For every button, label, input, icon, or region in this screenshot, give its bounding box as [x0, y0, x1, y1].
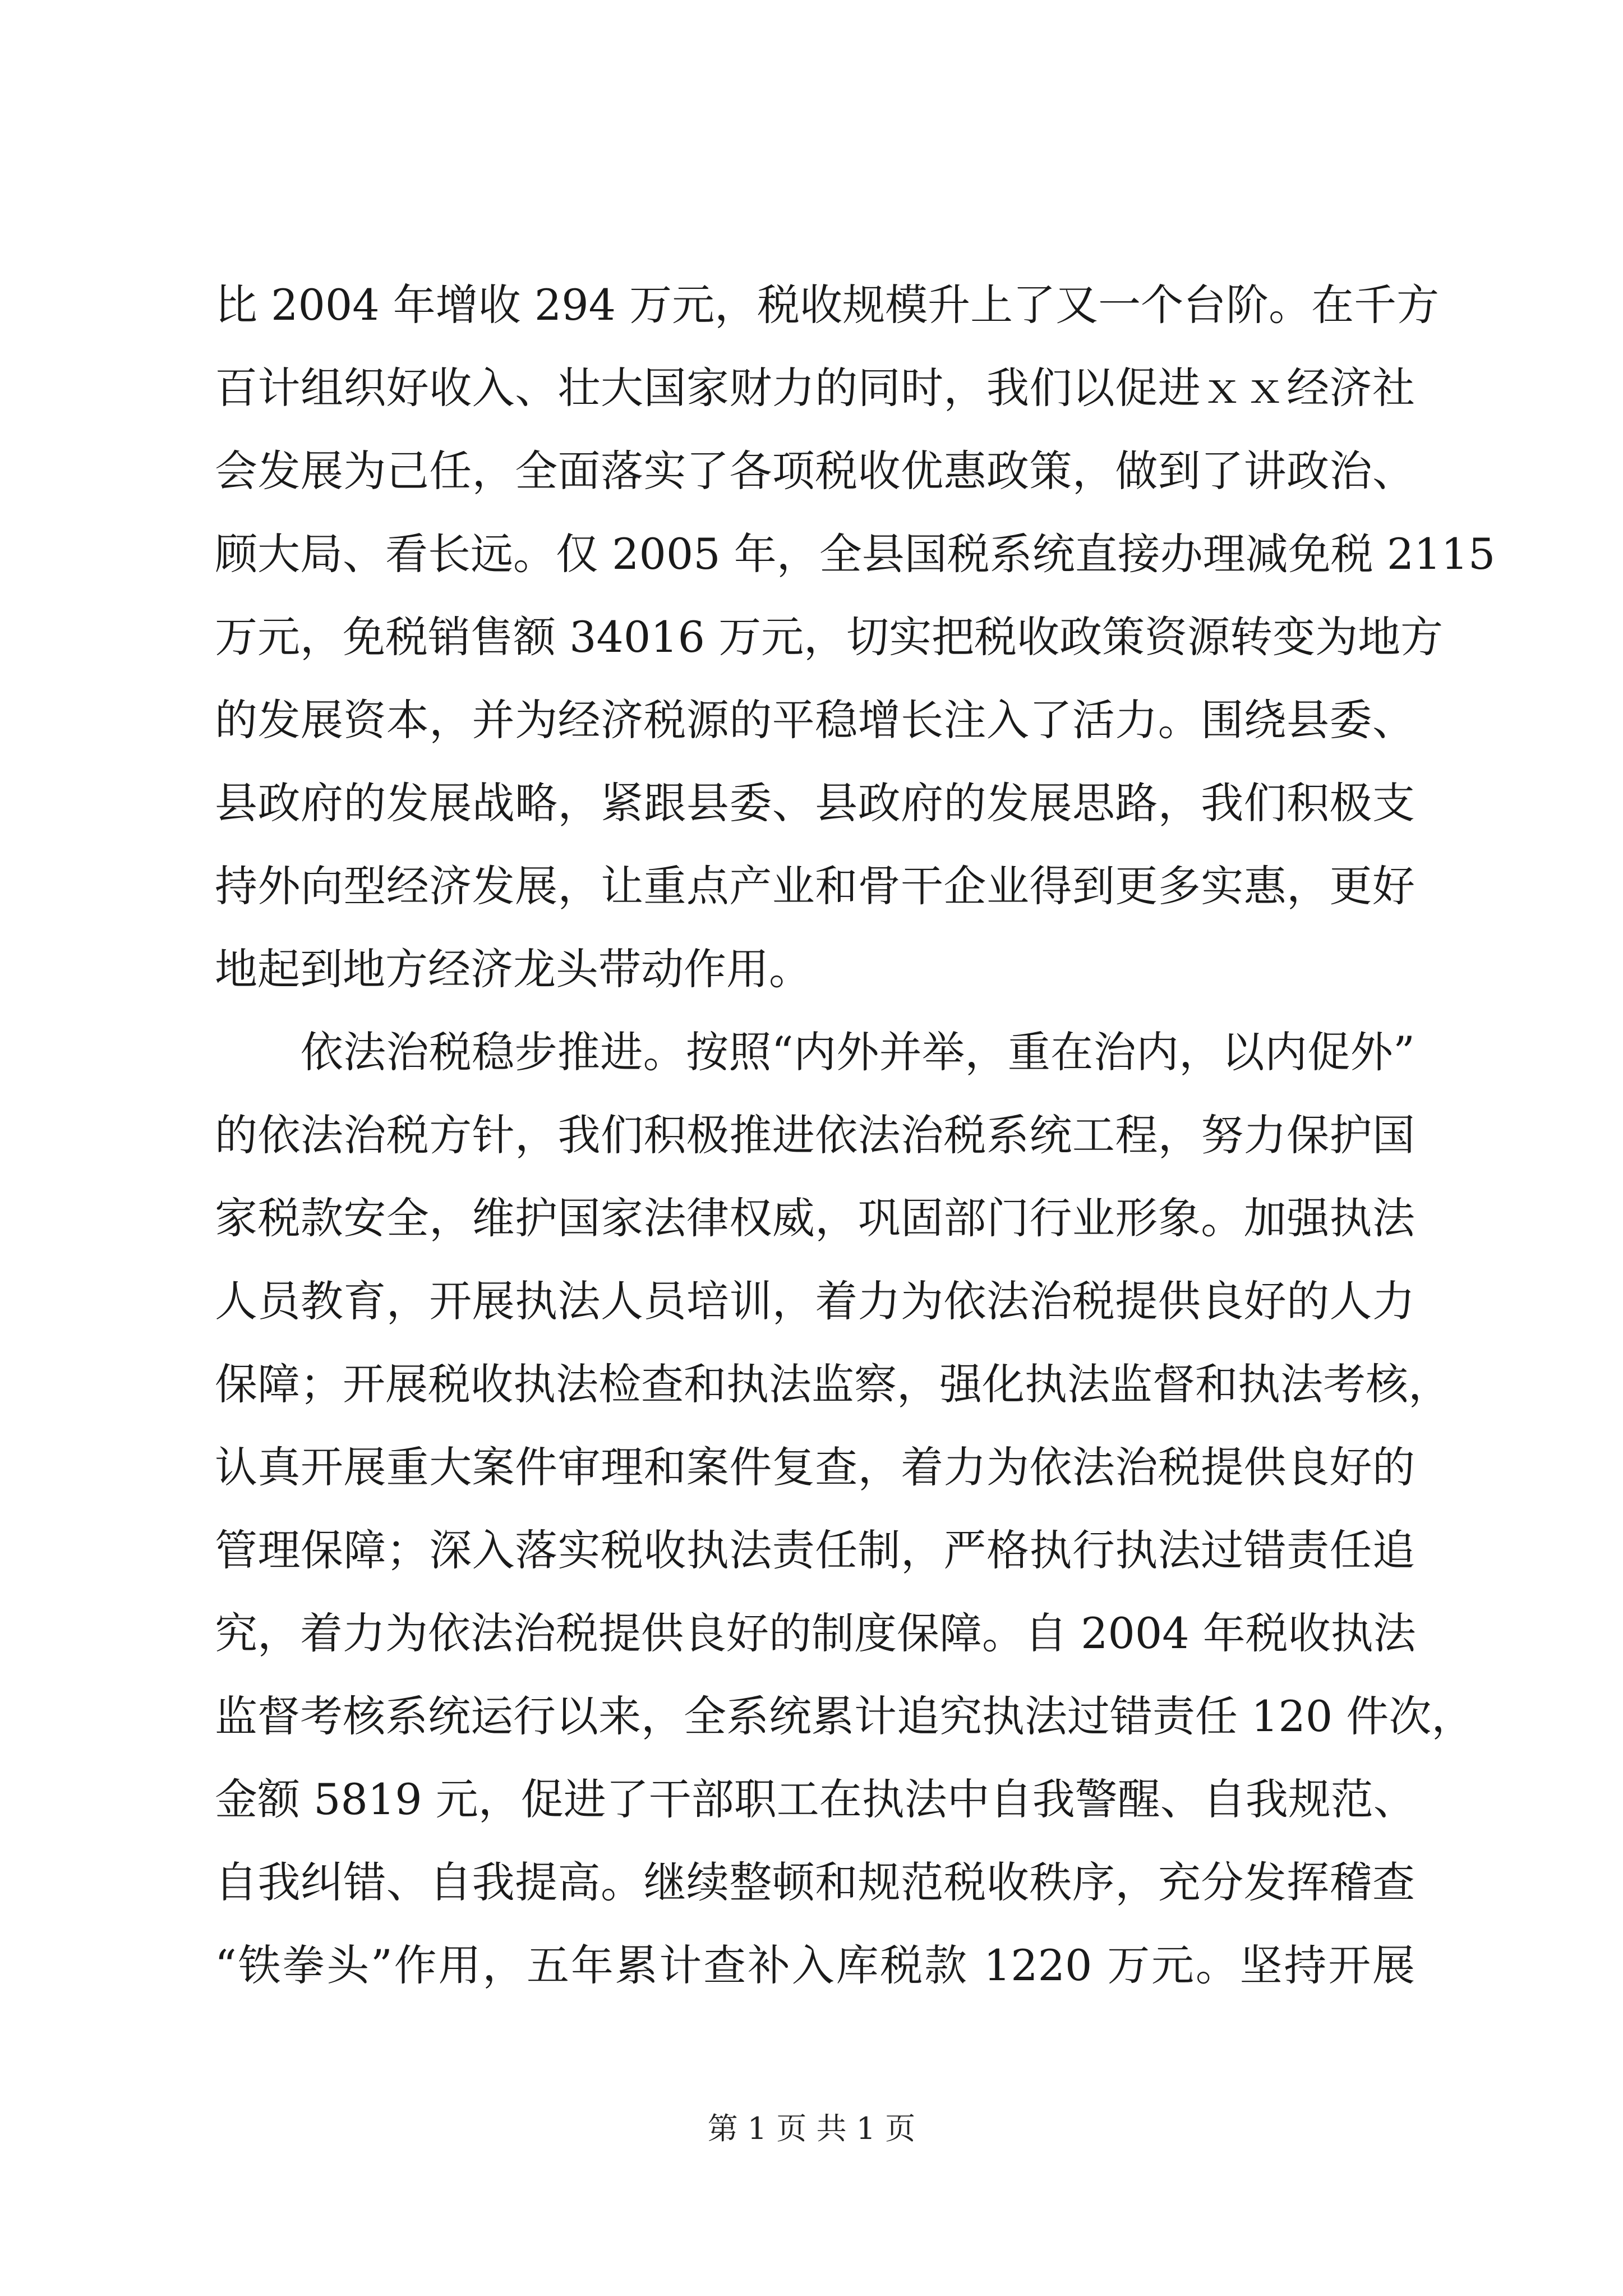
text-line: 的依法治税方针，我们积极推进依法治税系统工程，努力保护国: [215, 1110, 1415, 1160]
text-line: 认真开展重大案件审理和案件复查，着力为依法治税提供良好的: [215, 1442, 1415, 1492]
text-line: 百计组织好收入、壮大国家财力的同时，我们以促进ｘｘ经济社: [215, 363, 1415, 413]
text-line: 持外向型经济发展，让重点产业和骨干企业得到更多实惠，更好: [215, 861, 1415, 911]
text-line: 的发展资本，并为经济税源的平稳增长注入了活力。围绕县委、: [215, 695, 1415, 745]
body-text: [215, 264, 1496, 2007]
text-line: 家税款安全，维护国家法律权威，巩固部门行业形象。加强执法: [215, 1193, 1415, 1243]
text-line: 自我纠错、自我提高。继续整顿和规范税收秩序，充分发挥稽查: [215, 1857, 1415, 1907]
text-line: “铁拳头”作用，五年累计查补入库税款 1220 万元。坚持开展: [215, 1940, 1415, 1990]
text-line: 地起到地方经济龙头带动作用。: [215, 944, 811, 994]
text-line: 究，着力为依法治税提供良好的制度保障。自 2004 年税收执法: [215, 1608, 1416, 1658]
text-line: 金额 5819 元，促进了干部职工在执法中自我警醒、自我规范、: [215, 1774, 1416, 1824]
text-line: 监督考核系统运行以来，全系统累计追究执法过错责任 120 件次，: [215, 1691, 1474, 1741]
text-line: 人员教育，开展执法人员培训，着力为依法治税提供良好的人力: [215, 1276, 1415, 1326]
text-line: 会发展为己任，全面落实了各项税收优惠政策，做到了讲政治、: [215, 446, 1415, 496]
paragraph-start-line: 依法治税稳步推进。按照“内外并举，重在治内，以内促外”: [215, 1027, 1415, 1077]
text-line: 保障；开展税收执法检查和执法监察，强化执法监督和执法考核，: [215, 1359, 1451, 1409]
text-line: 比 2004 年增收 294 万元，税收规模升上了又一个台阶。在千方: [215, 280, 1440, 330]
page-footer: 第 1 页 共 1 页: [707, 2111, 916, 2146]
text-line: 顾大局、看长远。仅 2005 年，全县国税系统直接办理减免税 2115: [215, 529, 1496, 579]
text-line: 万元，免税销售额 34016 万元，切实把税收政策资源转变为地方: [215, 612, 1444, 662]
text-line: 县政府的发展战略，紧跟县委、县政府的发展思路，我们积极支: [215, 778, 1415, 828]
text-line: 管理保障；深入落实税收执法责任制，严格执行执法过错责任追: [215, 1525, 1415, 1575]
